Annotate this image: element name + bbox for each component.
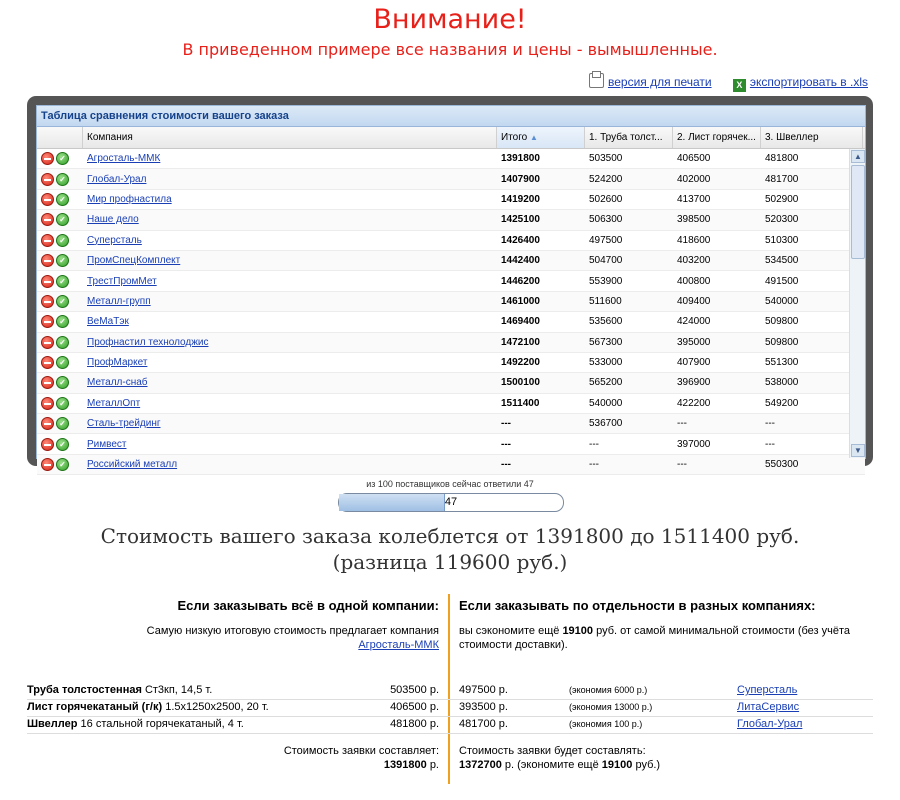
company-cell: [83, 255, 497, 266]
item2-price-cell: 397000: [677, 438, 711, 450]
company-cell: [83, 276, 497, 287]
item1-price-cell: 504700: [589, 255, 623, 267]
remove-icon[interactable]: [41, 438, 54, 451]
accept-icon[interactable]: ✓: [56, 458, 69, 471]
item3-price-cell: 534500: [765, 255, 799, 267]
single-total-currency: р.: [429, 759, 439, 771]
total-cell: 1425100: [501, 214, 540, 226]
row-actions: [37, 295, 83, 308]
price-range-summary: [0, 523, 900, 575]
total-cell: 1419200: [501, 193, 540, 205]
item2-price-cell: 409400: [677, 295, 711, 307]
print-version-link[interactable]: [589, 75, 712, 89]
company-cell: [83, 377, 497, 388]
print-label: версия для печати: [607, 75, 712, 89]
accept-icon[interactable]: ✓: [56, 438, 69, 451]
item3-price-cell: 509800: [765, 336, 799, 348]
total-cell: 1391800: [501, 153, 540, 165]
excel-icon: X: [733, 79, 746, 92]
item-name: Лист горячекатаный (г/к): [27, 701, 163, 713]
item-name: Швеллер: [27, 718, 78, 730]
company-link[interactable]: Глобал-Урал: [87, 173, 147, 185]
table-row: [37, 414, 865, 434]
company-cell: [83, 194, 497, 205]
item3-price-cell: 538000: [765, 377, 799, 389]
column-header-item-3[interactable]: 3. Швеллер: [761, 127, 863, 148]
separate-total-save: 19100: [601, 759, 633, 771]
accept-icon[interactable]: ✓: [56, 193, 69, 206]
remove-icon[interactable]: [41, 356, 54, 369]
table-row: [37, 292, 865, 312]
single-price: 481800 р.: [390, 718, 439, 730]
company-link[interactable]: Металл-групп: [87, 295, 151, 307]
accept-icon[interactable]: ✓: [56, 397, 69, 410]
item-row: [27, 682, 873, 700]
table-row: [37, 394, 865, 414]
item-spec: 1.5х1250х2500, 20 т.: [165, 701, 269, 713]
cheapest-company-link[interactable]: Агросталь-ММК: [358, 639, 439, 651]
item2-price-cell: 422200: [677, 397, 711, 409]
remove-icon[interactable]: [41, 315, 54, 328]
company-link[interactable]: ВеМаТэк: [87, 316, 129, 328]
remove-icon[interactable]: [41, 458, 54, 471]
item3-price-cell: 540000: [765, 295, 799, 307]
row-actions: [37, 438, 83, 451]
item3-price-cell: 509800: [765, 316, 799, 328]
separate-total-label: Стоимость заявки будет составлять:: [459, 745, 646, 757]
row-actions: [37, 376, 83, 389]
economy-note: (экономия 6000 р.): [569, 685, 648, 695]
remove-icon[interactable]: [41, 417, 54, 430]
total-cell: ---: [501, 418, 511, 430]
item2-price-cell: 424000: [677, 316, 711, 328]
company-link[interactable]: Российский металл: [87, 459, 178, 471]
remove-icon[interactable]: [41, 152, 54, 165]
item1-price-cell: 540000: [589, 397, 623, 409]
separate-desc-suffix: руб. от самой минимальной стоимости (без учёта стоимости доставки).: [459, 625, 851, 651]
total-cell: 1442400: [501, 255, 540, 267]
separate-desc: [459, 624, 873, 652]
item2-price-cell: 396900: [677, 377, 711, 389]
item1-price-cell: 511600: [589, 295, 622, 307]
total-cell: 1492200: [501, 357, 540, 369]
grid-title: Таблица сравнения стоимости вашего заказа: [37, 106, 865, 127]
company-link[interactable]: Мир профнастила: [87, 193, 172, 205]
item3-price-cell: 551300: [765, 357, 799, 369]
item2-price-cell: 403200: [677, 255, 711, 267]
single-price: 406500 р.: [390, 701, 439, 713]
accept-icon[interactable]: ✓: [56, 173, 69, 186]
table-row: [37, 169, 865, 189]
supplier-link[interactable]: Суперсталь: [737, 684, 798, 696]
accept-icon[interactable]: ✓: [56, 152, 69, 165]
item3-price-cell: ---: [765, 418, 775, 430]
remove-icon[interactable]: [41, 397, 54, 410]
total-cell: 1461000: [501, 295, 540, 307]
item-row: [27, 699, 873, 717]
remove-icon[interactable]: [41, 213, 54, 226]
company-link[interactable]: Римвест: [87, 438, 127, 450]
total-cell: 1472100: [501, 336, 540, 348]
table-row: [37, 434, 865, 454]
separate-desc-prefix: вы сэкономите ещё: [459, 625, 560, 637]
item1-price-cell: 565200: [589, 377, 623, 389]
column-header-total[interactable]: [497, 127, 585, 148]
grid-scrollbar[interactable]: [849, 149, 865, 458]
total-cell: 1469400: [501, 316, 540, 328]
export-xls-link[interactable]: [733, 75, 868, 89]
item3-price-cell: 481700: [765, 173, 799, 185]
item1-price-cell: 524200: [589, 173, 623, 185]
responses-progress: [338, 493, 564, 512]
item1-price-cell: 533000: [589, 357, 623, 369]
item2-price-cell: 402000: [677, 173, 711, 185]
comparison-grid: [36, 105, 866, 471]
item2-price-cell: 395000: [677, 336, 711, 348]
disclaimer-text: В приведенном примере все названия и цены - вымышленные.: [182, 40, 718, 59]
company-cell: [83, 235, 497, 246]
item2-price-cell: 400800: [677, 275, 711, 287]
single-total: [27, 744, 439, 772]
export-label: экспортировать в .xls: [749, 75, 868, 89]
company-link[interactable]: Агросталь-ММК: [87, 153, 161, 165]
company-cell: [83, 418, 497, 429]
company-link[interactable]: Наше дело: [87, 214, 139, 226]
remove-icon[interactable]: [41, 336, 54, 349]
row-actions: [37, 213, 83, 226]
accept-icon[interactable]: ✓: [56, 356, 69, 369]
total-cell: ---: [501, 459, 511, 471]
item3-price-cell: ---: [765, 438, 775, 450]
company-cell: [83, 153, 497, 164]
item1-price-cell: 503500: [589, 153, 623, 165]
separate-total: [459, 744, 873, 772]
row-actions: [37, 193, 83, 206]
item1-price-cell: 567300: [589, 336, 623, 348]
item3-price-cell: 550300: [765, 459, 799, 471]
row-actions: [37, 458, 83, 471]
company-link[interactable]: Сталь-трейдинг: [87, 418, 161, 430]
company-link[interactable]: Суперсталь: [87, 234, 142, 246]
item2-price-cell: 418600: [677, 234, 711, 246]
accept-icon[interactable]: ✓: [56, 234, 69, 247]
company-link[interactable]: Металл-снаб: [87, 377, 148, 389]
total-cell: 1500100: [501, 377, 540, 389]
table-row: [37, 210, 865, 230]
remove-icon[interactable]: [41, 376, 54, 389]
item-row: [27, 716, 873, 734]
company-cell: [83, 174, 497, 185]
row-actions: [37, 336, 83, 349]
separate-total-value: 1372700: [459, 759, 502, 771]
item1-price-cell: 535600: [589, 316, 623, 328]
supplier-link[interactable]: ЛитаСервис: [737, 701, 800, 713]
grid-rows: [37, 149, 865, 471]
supplier-link[interactable]: Глобал-Урал: [737, 718, 803, 730]
separate-companies-header: Если заказывать по отдельности в разных компаниях:: [459, 598, 816, 613]
item3-price-cell: 549200: [765, 397, 799, 409]
row-actions: [37, 397, 83, 410]
accept-icon[interactable]: ✓: [56, 254, 69, 267]
item-spec: 16 стальной горячекатаный, 4 т.: [80, 718, 244, 730]
company-cell: [83, 214, 497, 225]
item3-price-cell: 510300: [765, 234, 799, 246]
row-actions: [37, 254, 83, 267]
remove-icon[interactable]: [41, 254, 54, 267]
single-total-label: Стоимость заявки составляет:: [283, 745, 439, 757]
table-row: [37, 455, 865, 475]
row-actions: [37, 315, 83, 328]
table-row: [37, 149, 865, 169]
company-cell: [83, 316, 497, 327]
item-name: Труба толстостенная: [27, 684, 142, 696]
item3-price-cell: 491500: [765, 275, 799, 287]
item1-price-cell: ---: [589, 438, 599, 450]
remove-icon[interactable]: [41, 173, 54, 186]
actions-column-header: [37, 127, 83, 148]
row-actions: [37, 152, 83, 165]
single-desc-text: Самую низкую итоговую стоимость предлагает компания: [146, 625, 439, 637]
remove-icon[interactable]: [41, 193, 54, 206]
row-actions: [37, 173, 83, 186]
remove-icon[interactable]: [41, 295, 54, 308]
price-difference-line: (разница 119600 руб.): [332, 550, 568, 574]
row-actions: [37, 234, 83, 247]
accept-icon[interactable]: ✓: [56, 376, 69, 389]
separate-savings-value: 19100: [562, 625, 594, 637]
separate-total-suffix: р. (экономите ещё: [504, 759, 599, 771]
company-cell: [83, 337, 497, 348]
table-row: [37, 373, 865, 393]
total-cell: 1511400: [501, 397, 540, 409]
item2-price-cell: 407900: [677, 357, 711, 369]
remove-icon[interactable]: [41, 275, 54, 288]
item-spec: Ст3кп, 14,5 т.: [144, 684, 213, 696]
scroll-down-icon[interactable]: ▼: [851, 444, 865, 457]
row-actions: [37, 417, 83, 430]
accept-icon[interactable]: ✓: [56, 213, 69, 226]
table-row: [37, 333, 865, 353]
total-cell: 1426400: [501, 234, 540, 246]
column-header-company[interactable]: Компания: [83, 127, 497, 148]
responses-label: из 100 поставщиков сейчас ответили 47: [366, 479, 534, 489]
accept-icon[interactable]: ✓: [56, 275, 69, 288]
total-cell: ---: [501, 438, 511, 450]
item1-price-cell: 497500: [589, 234, 623, 246]
company-cell: [83, 439, 497, 450]
accept-icon[interactable]: ✓: [56, 336, 69, 349]
table-row: [37, 312, 865, 332]
accept-icon[interactable]: ✓: [56, 315, 69, 328]
single-total-value: 1391800: [383, 759, 427, 771]
company-link[interactable]: ПромСпецКомплект: [87, 255, 181, 267]
company-cell: [83, 296, 497, 307]
single-price: 503500 р.: [390, 684, 439, 696]
table-row: [37, 251, 865, 271]
item2-price-cell: 413700: [677, 193, 711, 205]
best-price: 497500 р.: [459, 684, 508, 696]
economy-note: (экономия 13000 р.): [569, 702, 653, 712]
company-link[interactable]: ТрестПромМет: [87, 275, 157, 287]
sort-asc-icon: ▲: [530, 133, 538, 142]
printer-icon: [589, 73, 604, 88]
best-price: 481700 р.: [459, 718, 508, 730]
company-link[interactable]: Профнастил технолоджис: [87, 336, 209, 348]
accept-icon[interactable]: ✓: [56, 417, 69, 430]
company-link[interactable]: МеталлОпт: [87, 397, 141, 409]
remove-icon[interactable]: [41, 234, 54, 247]
total-cell: 1407900: [501, 173, 540, 185]
item1-price-cell: 506300: [589, 214, 623, 226]
company-link[interactable]: ПрофМаркет: [87, 357, 148, 369]
toolbar: [571, 73, 868, 92]
price-range-line: Стоимость вашего заказа колеблется от 1391800 до 1511400 руб.: [100, 524, 800, 548]
best-price: 393500 р.: [459, 701, 508, 713]
column-header-item-1[interactable]: 1. Труба толст...: [585, 127, 673, 148]
accept-icon[interactable]: ✓: [56, 295, 69, 308]
scroll-thumb[interactable]: [851, 165, 865, 259]
table-row: [37, 353, 865, 373]
single-company-header: Если заказывать всё в одной компании:: [177, 598, 439, 613]
page-title: Внимание!: [373, 4, 527, 35]
progress-value: 47: [444, 496, 458, 508]
item1-price-cell: 536700: [589, 418, 623, 430]
item1-price-cell: 553900: [589, 275, 623, 287]
item2-price-cell: 406500: [677, 153, 711, 165]
table-row: [37, 271, 865, 291]
item1-price-cell: ---: [589, 459, 599, 471]
order-comparison: [27, 594, 873, 789]
grid-header-row: [37, 127, 865, 149]
table-row: [37, 190, 865, 210]
total-cell: 1446200: [501, 275, 540, 287]
single-company-desc: [27, 624, 439, 652]
item3-price-cell: 502900: [765, 193, 799, 205]
comparison-frame: [27, 96, 873, 471]
company-cell: [83, 357, 497, 368]
row-actions: [37, 356, 83, 369]
item2-price-cell: ---: [677, 459, 687, 471]
item3-price-cell: 481800: [765, 153, 799, 165]
item3-price-cell: 520300: [765, 214, 799, 226]
item2-price-cell: ---: [677, 418, 687, 430]
total-header-label: Итого: [501, 132, 528, 143]
column-header-item-2[interactable]: 2. Лист горячек...: [673, 127, 761, 148]
economy-note: (экономия 100 р.): [569, 719, 643, 729]
table-row: [37, 231, 865, 251]
separate-total-end: руб.): [635, 759, 661, 771]
company-cell: [83, 398, 497, 409]
item2-price-cell: 398500: [677, 214, 711, 226]
scroll-up-icon[interactable]: ▲: [851, 150, 865, 163]
company-cell: [83, 459, 497, 470]
row-actions: [37, 275, 83, 288]
item1-price-cell: 502600: [589, 193, 623, 205]
